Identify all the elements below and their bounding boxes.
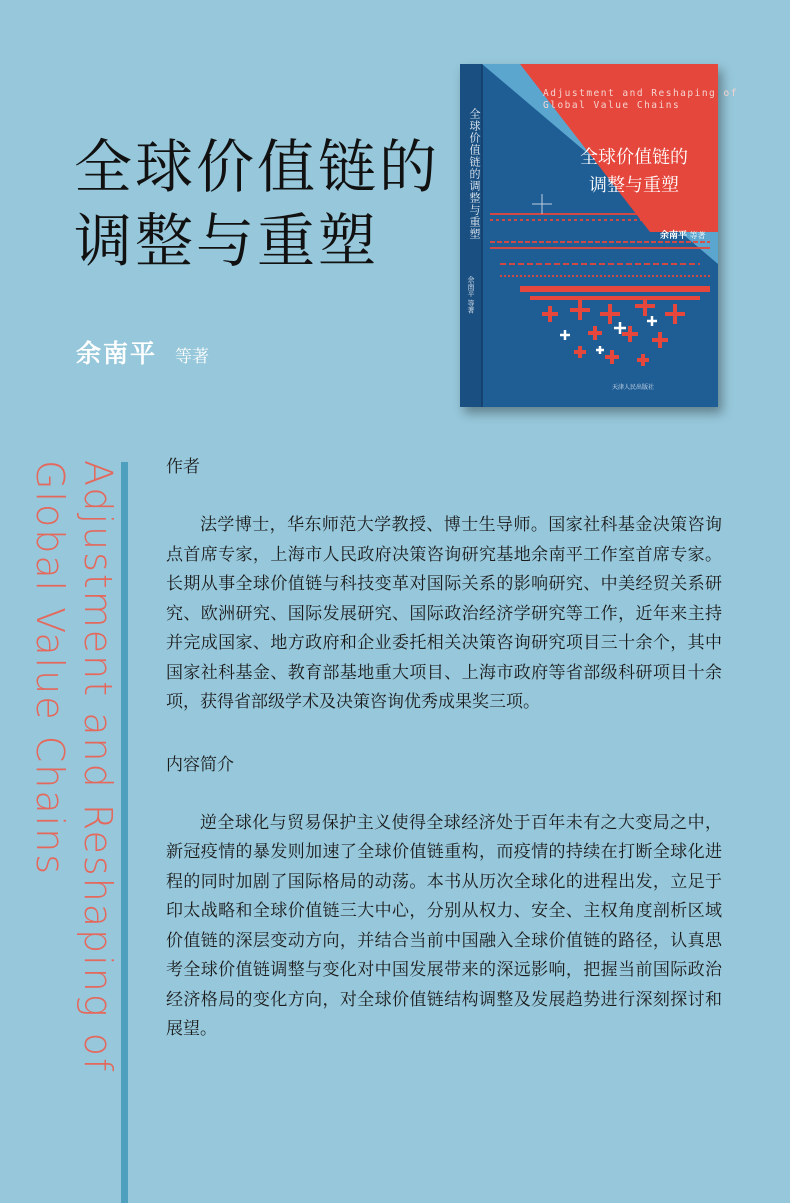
section-heading-author: 作者	[166, 457, 200, 477]
book-title-line-2: 调整与重塑	[74, 207, 380, 275]
cover-chinese-title	[574, 144, 694, 200]
vertical-english-line-1: Adjustment and Reshaping of	[76, 460, 120, 1074]
spine-author: 余南平 等著	[467, 276, 475, 314]
cover-english-title	[543, 88, 738, 112]
vertical-english-title	[26, 460, 122, 1073]
book-title-line-1: 全球价值链的	[74, 133, 441, 201]
cover-english-line-1: Adjustment and Reshaping of	[543, 88, 738, 99]
cover-publisher: 天津人民出版社	[612, 384, 655, 391]
book-cover-image	[460, 64, 738, 407]
vertical-english-line-2: Global Value Chains	[28, 460, 72, 877]
cover-author-suffix: 等著	[689, 231, 706, 240]
cover-author	[660, 228, 706, 241]
book-title	[74, 130, 440, 278]
cover-chinese-line-2: 调整与重塑	[589, 175, 679, 196]
section-heading-summary: 内容简介	[166, 754, 234, 775]
vertical-divider-bar	[121, 462, 128, 1203]
author-suffix: 等著	[175, 347, 210, 367]
cover-english-line-2: Global Value Chains	[543, 100, 681, 111]
section-body-author: 法学博士，华东师范大学教授、博士生导师。国家社科基金决策咨询点首席专家，上海市人民政府决策咨询研究基地余南平工作室首席专家。长期从事全球价值链与科技变革对国际关系的影响研究、中美经贸关系研究、欧洲研究、国际发展研究、国际政治经济学研究等工作，近年来主持并完成国家、地方政府和企业委托相关决策咨询研究项目三十余个，其中国家社科基金、教育部基地重大项目、上海市政府等省部级科研项目十余项，获得省部级学术及决策咨询优秀成果奖三项。	[166, 515, 722, 712]
cover-author-name: 余南平	[660, 231, 688, 241]
author-name: 余南平	[76, 339, 158, 368]
spine-title: 全球价值链的调整与重塑	[468, 108, 481, 240]
content-area	[166, 452, 722, 1045]
author-line	[76, 334, 209, 370]
cover-chinese-line-1: 全球价值链的	[580, 147, 688, 168]
section-body-summary: 逆全球化与贸易保护主义使得全球经济处于百年未有之大变局之中，新冠疫情的暴发则加速了全球价值链重构，而疫情的持续在打断全球化进程的同时加剧了国际格局的动荡。本书从历次全球化的进程出发，立足于印太战略和全球价值链三大中心，分别从权力、安全、主权角度剖析区域价值链的深层变动方向，并结合当前中国融入全球价值链的路径，认真思考全球价值链调整与变化对中国发展带来的深远影响，把握当前国际政治经济格局的变化方向，对全球价值链结构调整及发展趋势进行深刻探讨和展望。	[166, 812, 722, 1039]
